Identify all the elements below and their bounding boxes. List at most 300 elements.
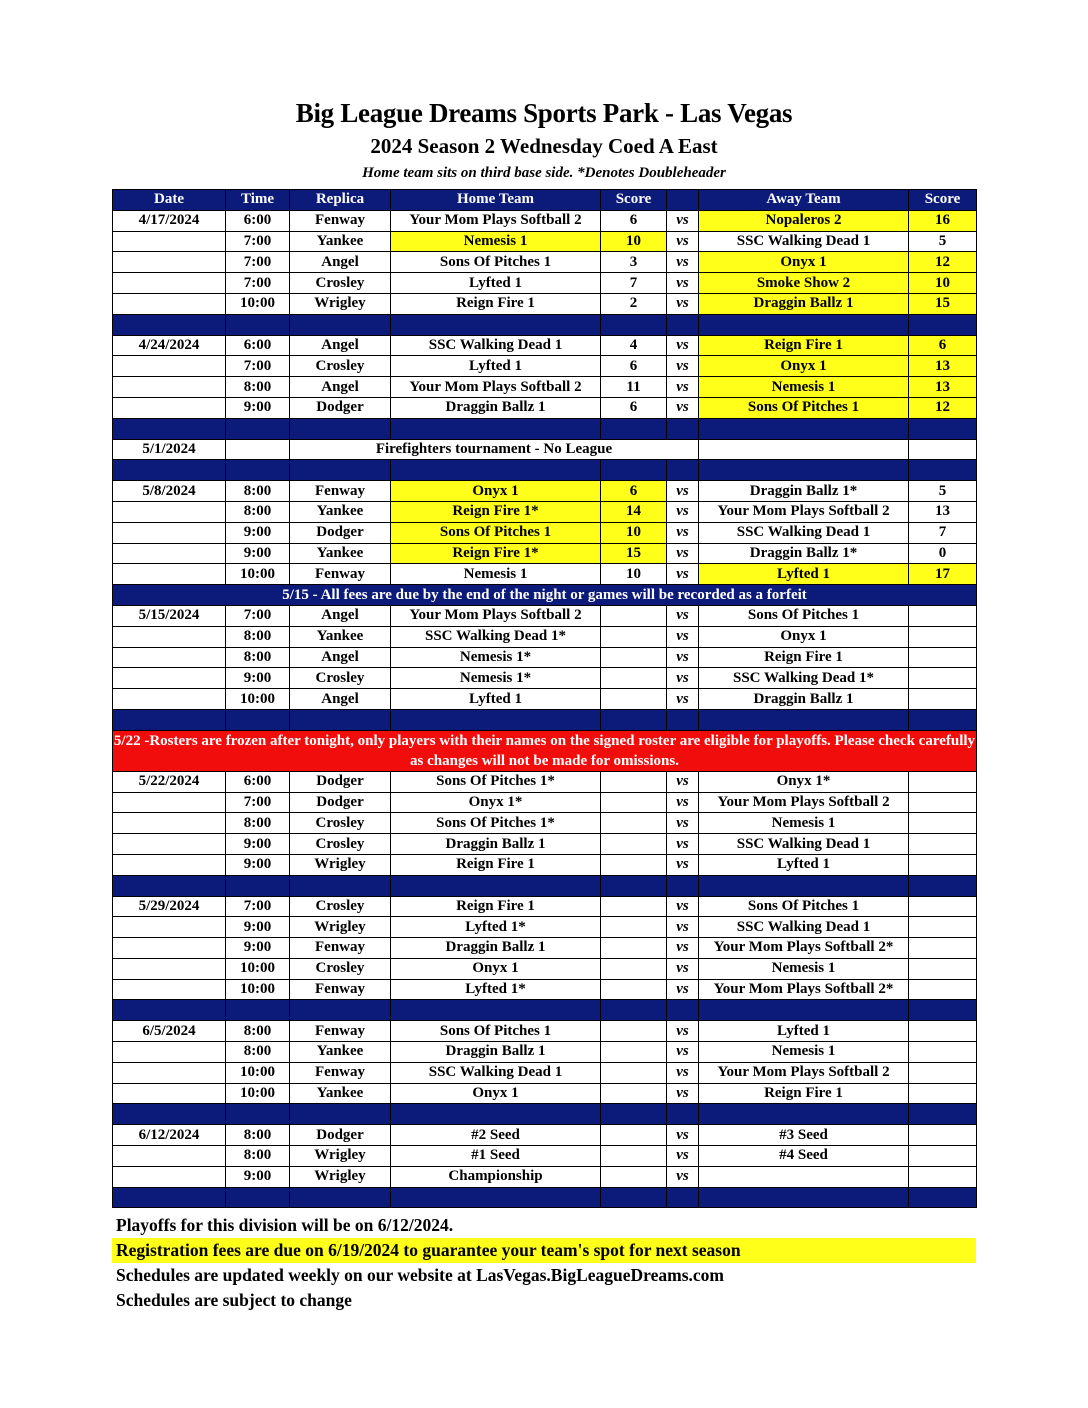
vs-cell: vs xyxy=(667,210,699,231)
away-score-cell: 15 xyxy=(909,293,977,314)
away-score-cell xyxy=(909,813,977,834)
away-score-cell: 5 xyxy=(909,481,977,502)
header-home-score: Score xyxy=(601,190,667,211)
date-cell xyxy=(113,854,226,875)
home-score-cell xyxy=(601,1062,667,1083)
home-score-cell xyxy=(601,834,667,855)
footer-note: Registration fees are due on 6/19/2024 to guarantee your team's spot for next season xyxy=(112,1238,976,1263)
away-score-cell xyxy=(909,689,977,710)
schedule-body xyxy=(113,210,977,1208)
home-team-cell: Onyx 1 xyxy=(391,481,601,502)
divider-cell xyxy=(113,314,226,335)
date-cell: 5/15/2024 xyxy=(113,605,226,626)
home-team-cell: Lyfted 1 xyxy=(391,356,601,377)
notice-text: Firefighters tournament - No League xyxy=(290,439,699,460)
vs-cell: vs xyxy=(667,397,699,418)
away-score-cell: 7 xyxy=(909,522,977,543)
home-score-cell: 10 xyxy=(601,522,667,543)
header-home-team: Home Team xyxy=(391,190,601,211)
replica-field-cell: Dodger xyxy=(290,397,391,418)
home-team-cell: Nemesis 1* xyxy=(391,668,601,689)
date-cell: 5/29/2024 xyxy=(113,896,226,917)
home-team-cell: Your Mom Plays Softball 2 xyxy=(391,605,601,626)
home-score-cell xyxy=(601,1146,667,1167)
game-row xyxy=(113,335,977,356)
week-divider-row xyxy=(113,709,977,730)
vs-cell: vs xyxy=(667,1021,699,1042)
vs-cell: vs xyxy=(667,356,699,377)
away-score-cell: 0 xyxy=(909,543,977,564)
replica-field-cell: Wrigley xyxy=(290,1146,391,1167)
date-cell xyxy=(113,356,226,377)
divider-cell xyxy=(290,875,391,896)
divider-cell xyxy=(667,314,699,335)
away-score-cell xyxy=(909,1083,977,1104)
time-cell: 8:00 xyxy=(226,1146,290,1167)
date-cell xyxy=(113,979,226,1000)
game-row xyxy=(113,1062,977,1083)
time-cell: 7:00 xyxy=(226,605,290,626)
date-cell xyxy=(113,792,226,813)
vs-cell: vs xyxy=(667,1166,699,1187)
header-away-score: Score xyxy=(909,190,977,211)
divider-cell xyxy=(391,1000,601,1021)
away-score-cell xyxy=(909,1042,977,1063)
date-cell: 5/1/2024 xyxy=(113,439,226,460)
away-score-cell xyxy=(909,626,977,647)
date-cell xyxy=(113,689,226,710)
time-cell: 7:00 xyxy=(226,273,290,294)
vs-cell: vs xyxy=(667,1042,699,1063)
divider-cell xyxy=(226,418,290,439)
date-cell xyxy=(113,397,226,418)
away-score-cell xyxy=(909,896,977,917)
date-cell xyxy=(113,647,226,668)
replica-field-cell: Fenway xyxy=(290,564,391,585)
away-team-cell: Draggin Ballz 1* xyxy=(699,481,909,502)
away-team-cell: SSC Walking Dead 1 xyxy=(699,231,909,252)
vs-cell: vs xyxy=(667,979,699,1000)
divider-cell xyxy=(290,1000,391,1021)
divider-cell xyxy=(391,1104,601,1125)
replica-field-cell: Angel xyxy=(290,689,391,710)
vs-cell: vs xyxy=(667,647,699,668)
date-cell xyxy=(113,958,226,979)
home-team-cell: #2 Seed xyxy=(391,1125,601,1146)
date-cell: 4/24/2024 xyxy=(113,335,226,356)
date-cell: 6/12/2024 xyxy=(113,1125,226,1146)
away-team-cell: SSC Walking Dead 1 xyxy=(699,522,909,543)
home-team-cell: Draggin Ballz 1 xyxy=(391,938,601,959)
away-score-cell: 12 xyxy=(909,252,977,273)
replica-field-cell: Angel xyxy=(290,647,391,668)
away-score-cell xyxy=(909,647,977,668)
away-team-cell: Your Mom Plays Softball 2 xyxy=(699,1062,909,1083)
time-cell: 7:00 xyxy=(226,231,290,252)
away-team-cell: Onyx 1* xyxy=(699,771,909,792)
time-cell: 8:00 xyxy=(226,1042,290,1063)
divider-cell xyxy=(391,1187,601,1208)
time-cell: 9:00 xyxy=(226,854,290,875)
away-team-cell: Reign Fire 1 xyxy=(699,335,909,356)
home-score-cell: 6 xyxy=(601,356,667,377)
divider-cell xyxy=(667,460,699,481)
away-team-cell: Reign Fire 1 xyxy=(699,647,909,668)
home-team-cell: Reign Fire 1 xyxy=(391,854,601,875)
away-team-cell: Nemesis 1 xyxy=(699,377,909,398)
replica-field-cell: Yankee xyxy=(290,501,391,522)
date-cell xyxy=(113,293,226,314)
home-score-cell xyxy=(601,813,667,834)
divider-cell xyxy=(699,460,909,481)
vs-cell: vs xyxy=(667,854,699,875)
replica-field-cell: Fenway xyxy=(290,979,391,1000)
home-team-cell: Onyx 1 xyxy=(391,1083,601,1104)
replica-field-cell: Wrigley xyxy=(290,917,391,938)
divider-cell xyxy=(667,1187,699,1208)
away-score-cell xyxy=(909,917,977,938)
home-score-cell: 10 xyxy=(601,231,667,252)
replica-field-cell: Angel xyxy=(290,335,391,356)
home-team-cell: Sons Of Pitches 1* xyxy=(391,771,601,792)
date-cell xyxy=(113,252,226,273)
replica-field-cell: Yankee xyxy=(290,231,391,252)
home-team-cell: SSC Walking Dead 1* xyxy=(391,626,601,647)
game-row xyxy=(113,231,977,252)
away-score-cell xyxy=(909,1125,977,1146)
vs-cell: vs xyxy=(667,626,699,647)
vs-cell: vs xyxy=(667,564,699,585)
away-score-cell xyxy=(909,668,977,689)
home-team-cell: Sons Of Pitches 1 xyxy=(391,252,601,273)
replica-field-cell: Wrigley xyxy=(290,854,391,875)
vs-cell: vs xyxy=(667,293,699,314)
game-row xyxy=(113,273,977,294)
divider-cell xyxy=(667,709,699,730)
date-cell xyxy=(113,522,226,543)
away-score-cell xyxy=(909,958,977,979)
divider-cell xyxy=(909,314,977,335)
game-row xyxy=(113,1042,977,1063)
date-cell xyxy=(113,231,226,252)
divider-cell xyxy=(226,460,290,481)
time-cell: 8:00 xyxy=(226,1021,290,1042)
home-score-cell: 6 xyxy=(601,397,667,418)
home-score-cell xyxy=(601,647,667,668)
game-row xyxy=(113,564,977,585)
home-team-cell: Reign Fire 1 xyxy=(391,896,601,917)
time-cell: 8:00 xyxy=(226,1125,290,1146)
away-team-cell: Your Mom Plays Softball 2* xyxy=(699,979,909,1000)
game-row xyxy=(113,293,977,314)
date-cell xyxy=(113,1083,226,1104)
home-score-cell xyxy=(601,1125,667,1146)
home-score-cell xyxy=(601,917,667,938)
away-score-cell xyxy=(909,938,977,959)
away-score-cell xyxy=(909,854,977,875)
vs-cell: vs xyxy=(667,896,699,917)
away-score-cell xyxy=(909,1062,977,1083)
divider-cell xyxy=(667,418,699,439)
divider-cell xyxy=(909,709,977,730)
home-team-cell: Draggin Ballz 1 xyxy=(391,397,601,418)
time-cell: 8:00 xyxy=(226,626,290,647)
divider-cell xyxy=(909,1187,977,1208)
home-team-cell: Your Mom Plays Softball 2 xyxy=(391,377,601,398)
time-cell: 10:00 xyxy=(226,958,290,979)
divider-cell xyxy=(601,418,667,439)
replica-field-cell: Yankee xyxy=(290,1042,391,1063)
divider-cell xyxy=(699,709,909,730)
announcement-text: 5/15 - All fees are due by the end of the night or games will be recorded as a forfeit xyxy=(113,585,977,606)
time-cell: 7:00 xyxy=(226,252,290,273)
home-score-cell: 15 xyxy=(601,543,667,564)
replica-field-cell: Dodger xyxy=(290,771,391,792)
vs-cell: vs xyxy=(667,273,699,294)
away-score-cell xyxy=(909,605,977,626)
away-team-cell xyxy=(699,1166,909,1187)
game-row xyxy=(113,668,977,689)
time-cell: 10:00 xyxy=(226,979,290,1000)
divider-cell xyxy=(667,1104,699,1125)
divider-cell xyxy=(391,418,601,439)
home-score-cell xyxy=(601,668,667,689)
week-divider-row xyxy=(113,314,977,335)
divider-cell xyxy=(113,1000,226,1021)
game-row xyxy=(113,501,977,522)
divider-cell xyxy=(699,314,909,335)
home-score-cell xyxy=(601,958,667,979)
header-vs xyxy=(667,190,699,211)
away-team-cell: SSC Walking Dead 1 xyxy=(699,834,909,855)
away-score-cell: 13 xyxy=(909,377,977,398)
home-team-cell: Sons Of Pitches 1 xyxy=(391,522,601,543)
away-score-cell: 5 xyxy=(909,231,977,252)
week-divider-row xyxy=(113,875,977,896)
vs-cell: vs xyxy=(667,252,699,273)
time-cell: 9:00 xyxy=(226,668,290,689)
divider-cell xyxy=(601,1104,667,1125)
away-score-cell: 12 xyxy=(909,397,977,418)
vs-cell: vs xyxy=(667,605,699,626)
home-team-cell: Reign Fire 1* xyxy=(391,501,601,522)
game-row xyxy=(113,647,977,668)
divider-cell xyxy=(601,1000,667,1021)
away-team-cell: Nopaleros 2 xyxy=(699,210,909,231)
date-cell xyxy=(113,1062,226,1083)
time-cell: 10:00 xyxy=(226,689,290,710)
divider-cell xyxy=(699,1104,909,1125)
divider-cell xyxy=(226,314,290,335)
divider-cell xyxy=(391,314,601,335)
time-cell: 9:00 xyxy=(226,397,290,418)
game-row xyxy=(113,813,977,834)
divider-cell xyxy=(601,314,667,335)
week-divider-row xyxy=(113,460,977,481)
vs-cell: vs xyxy=(667,958,699,979)
home-score-cell: 2 xyxy=(601,293,667,314)
away-team-cell: Onyx 1 xyxy=(699,252,909,273)
replica-field-cell: Dodger xyxy=(290,792,391,813)
date-cell xyxy=(113,626,226,647)
game-row xyxy=(113,1146,977,1167)
announcement-row xyxy=(113,730,977,771)
divider-cell xyxy=(226,875,290,896)
time-cell xyxy=(226,439,290,460)
header-date: Date xyxy=(113,190,226,211)
game-row xyxy=(113,1083,977,1104)
no-league-row xyxy=(113,439,977,460)
away-score-cell xyxy=(909,439,977,460)
replica-field-cell: Angel xyxy=(290,377,391,398)
replica-field-cell: Crosley xyxy=(290,668,391,689)
game-row xyxy=(113,481,977,502)
replica-field-cell: Wrigley xyxy=(290,1166,391,1187)
time-cell: 8:00 xyxy=(226,481,290,502)
divider-cell xyxy=(113,875,226,896)
replica-field-cell: Fenway xyxy=(290,481,391,502)
date-cell xyxy=(113,668,226,689)
game-row xyxy=(113,979,977,1000)
away-team-cell: #4 Seed xyxy=(699,1146,909,1167)
date-cell: 5/22/2024 xyxy=(113,771,226,792)
home-team-cell: Draggin Ballz 1 xyxy=(391,834,601,855)
time-cell: 9:00 xyxy=(226,522,290,543)
divider-cell xyxy=(699,875,909,896)
schedule-table xyxy=(112,189,977,1208)
date-cell xyxy=(113,834,226,855)
game-row xyxy=(113,356,977,377)
away-team-cell: Draggin Ballz 1* xyxy=(699,543,909,564)
away-team-cell: SSC Walking Dead 1* xyxy=(699,668,909,689)
away-score-cell xyxy=(909,1146,977,1167)
home-team-cell: Sons Of Pitches 1* xyxy=(391,813,601,834)
vs-cell: vs xyxy=(667,792,699,813)
divider-cell xyxy=(909,1000,977,1021)
away-score-cell: 17 xyxy=(909,564,977,585)
away-score-cell: 16 xyxy=(909,210,977,231)
date-cell xyxy=(113,813,226,834)
replica-field-cell: Crosley xyxy=(290,273,391,294)
game-row xyxy=(113,1125,977,1146)
time-cell: 10:00 xyxy=(226,564,290,585)
home-team-cell: Onyx 1 xyxy=(391,958,601,979)
date-cell xyxy=(113,1042,226,1063)
header-away-team: Away Team xyxy=(699,190,909,211)
home-score-cell: 11 xyxy=(601,377,667,398)
game-row xyxy=(113,1021,977,1042)
divider-cell xyxy=(909,460,977,481)
home-team-cell: Onyx 1* xyxy=(391,792,601,813)
home-team-cell: Nemesis 1 xyxy=(391,231,601,252)
divider-cell xyxy=(667,1000,699,1021)
divider-cell xyxy=(290,1187,391,1208)
home-team-cell: Draggin Ballz 1 xyxy=(391,1042,601,1063)
divider-cell xyxy=(601,709,667,730)
away-team-cell: SSC Walking Dead 1 xyxy=(699,917,909,938)
away-team-cell: Lyfted 1 xyxy=(699,564,909,585)
home-score-cell xyxy=(601,1083,667,1104)
date-cell xyxy=(113,564,226,585)
vs-cell: vs xyxy=(667,689,699,710)
date-cell xyxy=(113,377,226,398)
date-cell xyxy=(113,938,226,959)
home-score-cell: 14 xyxy=(601,501,667,522)
week-divider-row xyxy=(113,1187,977,1208)
away-team-cell: Onyx 1 xyxy=(699,626,909,647)
away-team-cell: Sons Of Pitches 1 xyxy=(699,605,909,626)
replica-field-cell: Fenway xyxy=(290,1021,391,1042)
divider-cell xyxy=(909,418,977,439)
divider-cell xyxy=(226,1187,290,1208)
time-cell: 8:00 xyxy=(226,813,290,834)
time-cell: 9:00 xyxy=(226,543,290,564)
replica-field-cell: Fenway xyxy=(290,938,391,959)
vs-cell: vs xyxy=(667,522,699,543)
away-team-cell: Nemesis 1 xyxy=(699,1042,909,1063)
away-team-cell: Your Mom Plays Softball 2* xyxy=(699,938,909,959)
date-cell xyxy=(113,917,226,938)
footer-note: Playoffs for this division will be on 6/12/2024. xyxy=(116,1215,454,1235)
game-row xyxy=(113,958,977,979)
home-team-cell: Championship xyxy=(391,1166,601,1187)
away-team-cell: Sons Of Pitches 1 xyxy=(699,896,909,917)
away-team-cell: Lyfted 1 xyxy=(699,1021,909,1042)
replica-field-cell: Dodger xyxy=(290,522,391,543)
divider-cell xyxy=(113,460,226,481)
vs-cell: vs xyxy=(667,377,699,398)
header-time: Time xyxy=(226,190,290,211)
divider-cell xyxy=(391,460,601,481)
away-team-cell: #3 Seed xyxy=(699,1125,909,1146)
home-score-cell xyxy=(601,771,667,792)
vs-cell: vs xyxy=(667,543,699,564)
game-row xyxy=(113,252,977,273)
game-row xyxy=(113,938,977,959)
home-score-cell xyxy=(601,938,667,959)
replica-field-cell: Yankee xyxy=(290,626,391,647)
home-score-cell xyxy=(601,1021,667,1042)
home-team-cell: Sons Of Pitches 1 xyxy=(391,1021,601,1042)
date-cell xyxy=(113,1146,226,1167)
vs-cell: vs xyxy=(667,335,699,356)
vs-cell: vs xyxy=(667,1062,699,1083)
home-score-cell xyxy=(601,689,667,710)
game-row xyxy=(113,896,977,917)
home-score-cell xyxy=(601,626,667,647)
table-header-row xyxy=(113,190,977,211)
divider-cell xyxy=(601,1187,667,1208)
footer-note: Schedules are updated weekly on our website at LasVegas.BigLeagueDreams.com xyxy=(116,1265,724,1285)
game-row xyxy=(113,522,977,543)
away-team-cell: Lyfted 1 xyxy=(699,854,909,875)
replica-field-cell: Crosley xyxy=(290,356,391,377)
replica-field-cell: Crosley xyxy=(290,834,391,855)
replica-field-cell: Yankee xyxy=(290,1083,391,1104)
away-score-cell xyxy=(909,979,977,1000)
replica-field-cell: Crosley xyxy=(290,958,391,979)
home-team-cell: Lyfted 1* xyxy=(391,917,601,938)
home-score-cell: 4 xyxy=(601,335,667,356)
away-score-cell xyxy=(909,792,977,813)
home-score-cell xyxy=(601,605,667,626)
date-cell xyxy=(113,273,226,294)
home-score-cell xyxy=(601,979,667,1000)
divider-cell xyxy=(699,418,909,439)
game-row xyxy=(113,792,977,813)
vs-cell: vs xyxy=(667,1125,699,1146)
away-team-cell: Your Mom Plays Softball 2 xyxy=(699,792,909,813)
